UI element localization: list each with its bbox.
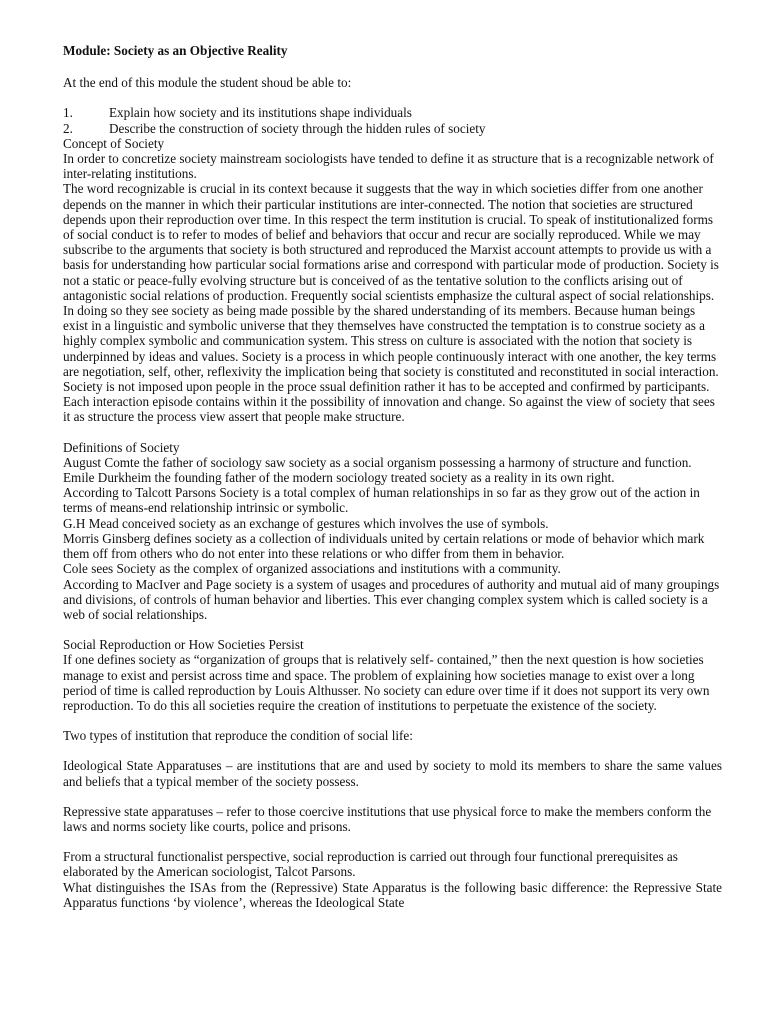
definition-item: Cole sees Society as the complex of organized associations and institutions with a community.: [63, 561, 561, 577]
objective-item: [63, 105, 722, 120]
module-title: Module: Society as an Objective Reality: [63, 43, 288, 58]
definition-item: Morris Ginsberg defines society as a collection of individuals united by certain relations or mode of behavior which mark them off from others who do not enter into these relations or who differ from them in behavior.: [63, 530, 705, 562]
objective-text: Explain how society and its institutions shape individuals: [109, 105, 412, 121]
reproduction-paragraph: From a structural functionalist perspective, social reproduction is carried out through four functional prerequisites as elaborated by the American sociologist, Talcot Parsons.: [63, 849, 678, 880]
concept-paragraph: The word recognizable is crucial in its context because it suggests that the way in which societies differ from one another depends on the manner in which their particular institutions are inter-connected. The notion that societies are structured depends upon their reproduction over time. In this respect the term institution is crucial. To speak of institutionalized forms of social conduct is to refer to modes of belief and behaviors that occur and recur are socially reproduced. While we may subscribe to the arguments that society is both structured and reproduced the Marxist account attempts to provide us with a basis for understanding how particular social formations arise and correspond with particular mode of production. Society is not a static or peace-fully evolving structure but is conceived of as the tentative solution to the conflicts arising out of antagonistic social relations of production. Frequently social scientists emphasize the cultural aspect of social relationships. In doing so they see society as being made possible by the shared understanding of its members. Because human beings exist in a linguistic and symbolic universe that they themselves have constructed the temptation is to construe society as a highly complex symbolic and communication system. This stress on culture is associated with the notion that society is underpinned by ideas and values. Society is a process in which people continuously interact with one another, the key terms are negotiation, self, other, reflexivity the implication being that society is constituted and reconstituted in social interaction. Society is not imposed upon people in the proce ssual definition rather it has to be accepted and confirmed by participants. Each interaction episode contains within it the possibility of innovation and change. So against the view of society that sees it as structure the process view assert that people make structure.: [63, 181, 719, 425]
intro-text: At the end of this module the student shoud be able to:: [63, 75, 352, 91]
definition-item: August Comte the father of sociology saw society as a social organism possessing a harmony of structure and function. Emile Durkheim the founding father of the modern sociology treated society as a reality in its own right.: [63, 454, 692, 486]
definition-item: According to MacIver and Page society is a system of usages and procedures of authority and mutual aid of many groupings and divisions, of controls of human behavior and liberties. This ever changing complex system which is called society is a web of social relationships.: [63, 576, 720, 622]
objective-item: [63, 121, 722, 136]
reproduction-paragraph: Two types of institution that reproduce the condition of social life:: [63, 728, 413, 744]
objective-text: Describe the construction of society through the hidden rules of society: [109, 120, 486, 136]
reproduction-paragraph: What distinguishes the ISAs from the (Repressive) State Apparatus is the following basic difference: the Repressive State Apparatus functions ‘by violence’, whereas the Ideological State: [63, 879, 722, 910]
objective-number: 2.: [63, 120, 73, 136]
isa-paragraph: Ideological State Apparatuses – are institutions that are and used by society to mold its members to share the same values and beliefs that a typical member of the society possess.: [63, 758, 722, 789]
reproduction-heading: Social Reproduction or How Societies Persist: [63, 637, 304, 653]
concept-heading: Concept of Society: [63, 135, 165, 151]
objective-number: 1.: [63, 105, 73, 121]
definitions-heading: Definitions of Society: [63, 439, 180, 455]
definition-item: According to Talcott Parsons Society is a total complex of human relationships in so far as they grow out of the action in terms of means-end relationship intrinsic or symbolic.: [63, 485, 700, 516]
definition-item: G.H Mead conceived society as an exchange of gestures which involves the use of symbols.: [63, 515, 549, 531]
reproduction-paragraph: If one defines society as “organization of groups that is relatively self- contained,” then the next question is how societies manage to exist and persist across time and space. The problem of explaining how societies manage to exist over a long period of time is called reproduction by Louis Althusser. No society can edure over time if it does not support its very own reproduction. To do this all societies require the creation of institutions to perpetuate the existence of the society.: [63, 652, 710, 713]
concept-paragraph: In order to concretize society mainstream sociologists have tended to define it as structure that is a recognizable network of inter-relating institutions.: [63, 151, 714, 182]
rsa-paragraph: Repressive state apparatuses – refer to those coercive institutions that use physical force to make the members conform the laws and norms society like courts, police and prisons.: [63, 803, 712, 834]
objectives-list: [63, 105, 722, 135]
